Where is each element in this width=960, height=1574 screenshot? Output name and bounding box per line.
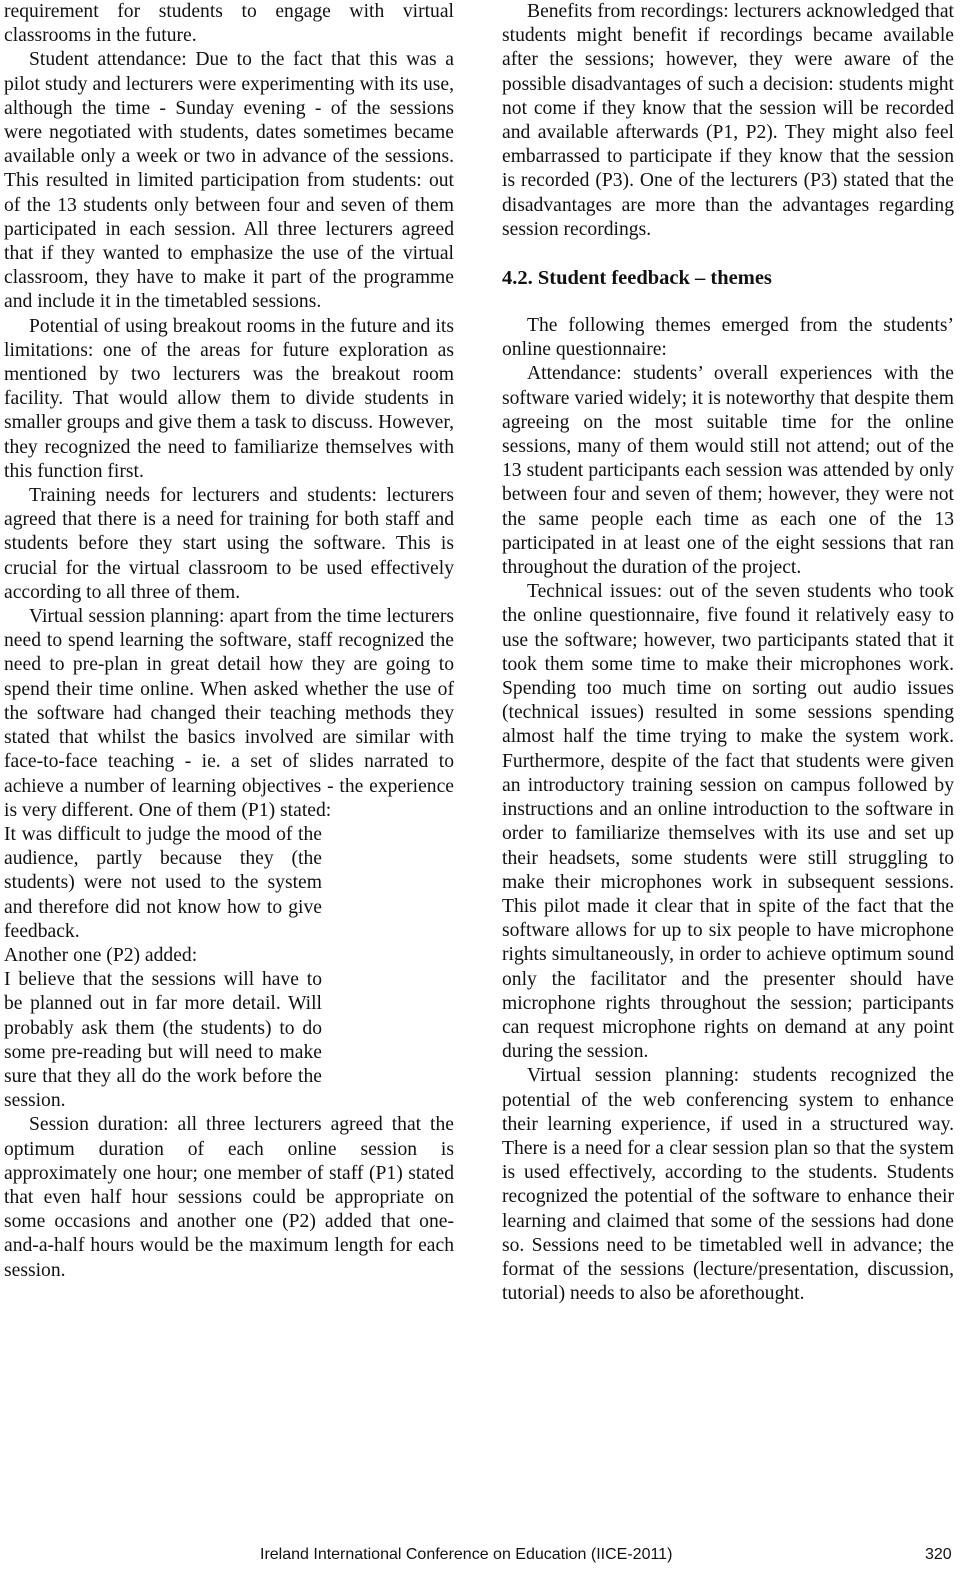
paragraph-themes-intro: The following themes emerged from the students’ online questionnaire: [502,315,954,361]
paragraph-opening: requirement for students to engage with virtual classrooms in the future. [4,1,454,47]
paragraph-student-attendance: Student attendance: Due to the fact that this was a pilot study and lecturers were experimenting with its use, although the time - Sunday evening - of the sessions were negotiated with students, dates sometimes became available only a week or two in advance of the sessions. This resulted in limited participation from students: out of the 13 students only between four and seven of them participated in each session. All three lecturers agreed that if they wanted to emphasize the use of the virtual classroom, they have to make it part of the programme and include it in the timetabled sessions. [4,49,454,313]
page-footer [0,1541,960,1569]
quote-intro-p2: Another one (P2) added: [4,944,198,966]
right-column [502,0,954,1306]
paragraph-attendance: Attendance: students’ overall experiences with the software varied widely; it is noteworthy that despite them agreeing on the most suitable time for the online sessions, many of them would still not attend; out of the 13 student participants each session was attended by only between four and seven of them; however, they were not the same people each time as each one of the 13 participated in at least one of the eight sessions that ran throughout the duration of the project. [502,363,954,579]
paragraph-student-session-planning: Virtual session planning: students recognized the potential of the web conferencing system to enhance their learning experience, if used in a structured way. There is a need for a clear session plan so that the system is used effectively, according to the students. Students recognized the potential of the software to enhance their learning and claimed that some of the sessions had done so. Sessions need to be timetabled well in advance; the format of the sessions (lecture/presentation, discussion, tutorial) needs to also be aforethought. [502,1065,954,1305]
section-heading: 4.2. Student feedback – themes [502,267,772,290]
paragraph-training-needs: Training needs for lecturers and students: lecturers agreed that there is a need for training for both staff and students before they start using the software. This is crucial for the virtual classroom to be used effectively according to all three of them. [4,485,454,603]
block-quote-p2: I believe that the sessions will have to be planned out in far more detail. Will probably ask them (the students) to do some pre-reading but will need to make sure that they all do the work before the session. [4,969,322,1112]
paragraph-virtual-session-planning: Virtual session planning: apart from the time lecturers need to spend learning the software, staff recognized the need to pre-plan in great detail how they are going to spend their time online. When asked whether the use of the software had changed their teaching methods they stated that whilst the basics involved are similar with face-to-face teaching - ie. a set of slides narrated to achieve a number of learning objectives - the experience is very different. One of them (P1) stated: [4,606,454,821]
paragraph-benefits-recordings: Benefits from recordings: lecturers acknowledged that students might benefit if recordings became available after the sessions; however, they were aware of the possible disadvantages of such a decision: students might not come if they know that the session will be recorded and available afterwards (P1, P2). They might also feel embarrassed to participate if they know that the session is recorded (P3). One of the lecturers (P3) stated that the disadvantages are more than the advantages regarding session recordings. [502,1,954,240]
footer-page-number: 320 [925,1546,952,1563]
block-quote-p1: It was difficult to judge the mood of the audience, partly because they (the students) were not used to the system and therefore did not know how to give feedback. [4,823,322,942]
left-column [4,0,454,1283]
footer-conference-name: Ireland International Conference on Education (IICE-2011) [260,1546,673,1563]
paragraph-technical-issues: Technical issues: out of the seven students who took the online questionnaire, five found it relatively easy to use the software; however, two participants stated that it took them some time to make their microphones work. Spending too much time on sorting out audio issues (technical issues) resulted in some sessions spending almost half the time trying to make the system work. Furthermore, despite of the fact that students were given an introductory training session on campus followed by instructions and an online introduction to the software in order to familiarize themselves with its use and set up their headsets, some students were still struggling to make their microphones work in subsequent sessions. This pilot made it clear that in spite of the fact that the software allows for up to six people to have microphone rights simultaneously, in order to achieve optimum sound only the facilitator and the presenter should have microphone rights throughout the session; participants can request microphone rights on demand at any point during the session. [502,581,954,1063]
paragraph-breakout-rooms: Potential of using breakout rooms in the future and its limitations: one of the areas for future exploration as mentioned by two lecturers was the breakout room facility. That would allow them to divide students in smaller groups and give them a task to discuss. However, they recognized the need to familiarize themselves with this function first. [4,315,454,482]
paragraph-session-duration: Session duration: all three lecturers agreed that the optimum duration of each online session is approximately one hour; one member of staff (P1) stated that even half hour sessions could be appropriate on some occasions and another one (P2) added that one-and-a-half hours would be the maximum length for each session. [4,1114,454,1281]
